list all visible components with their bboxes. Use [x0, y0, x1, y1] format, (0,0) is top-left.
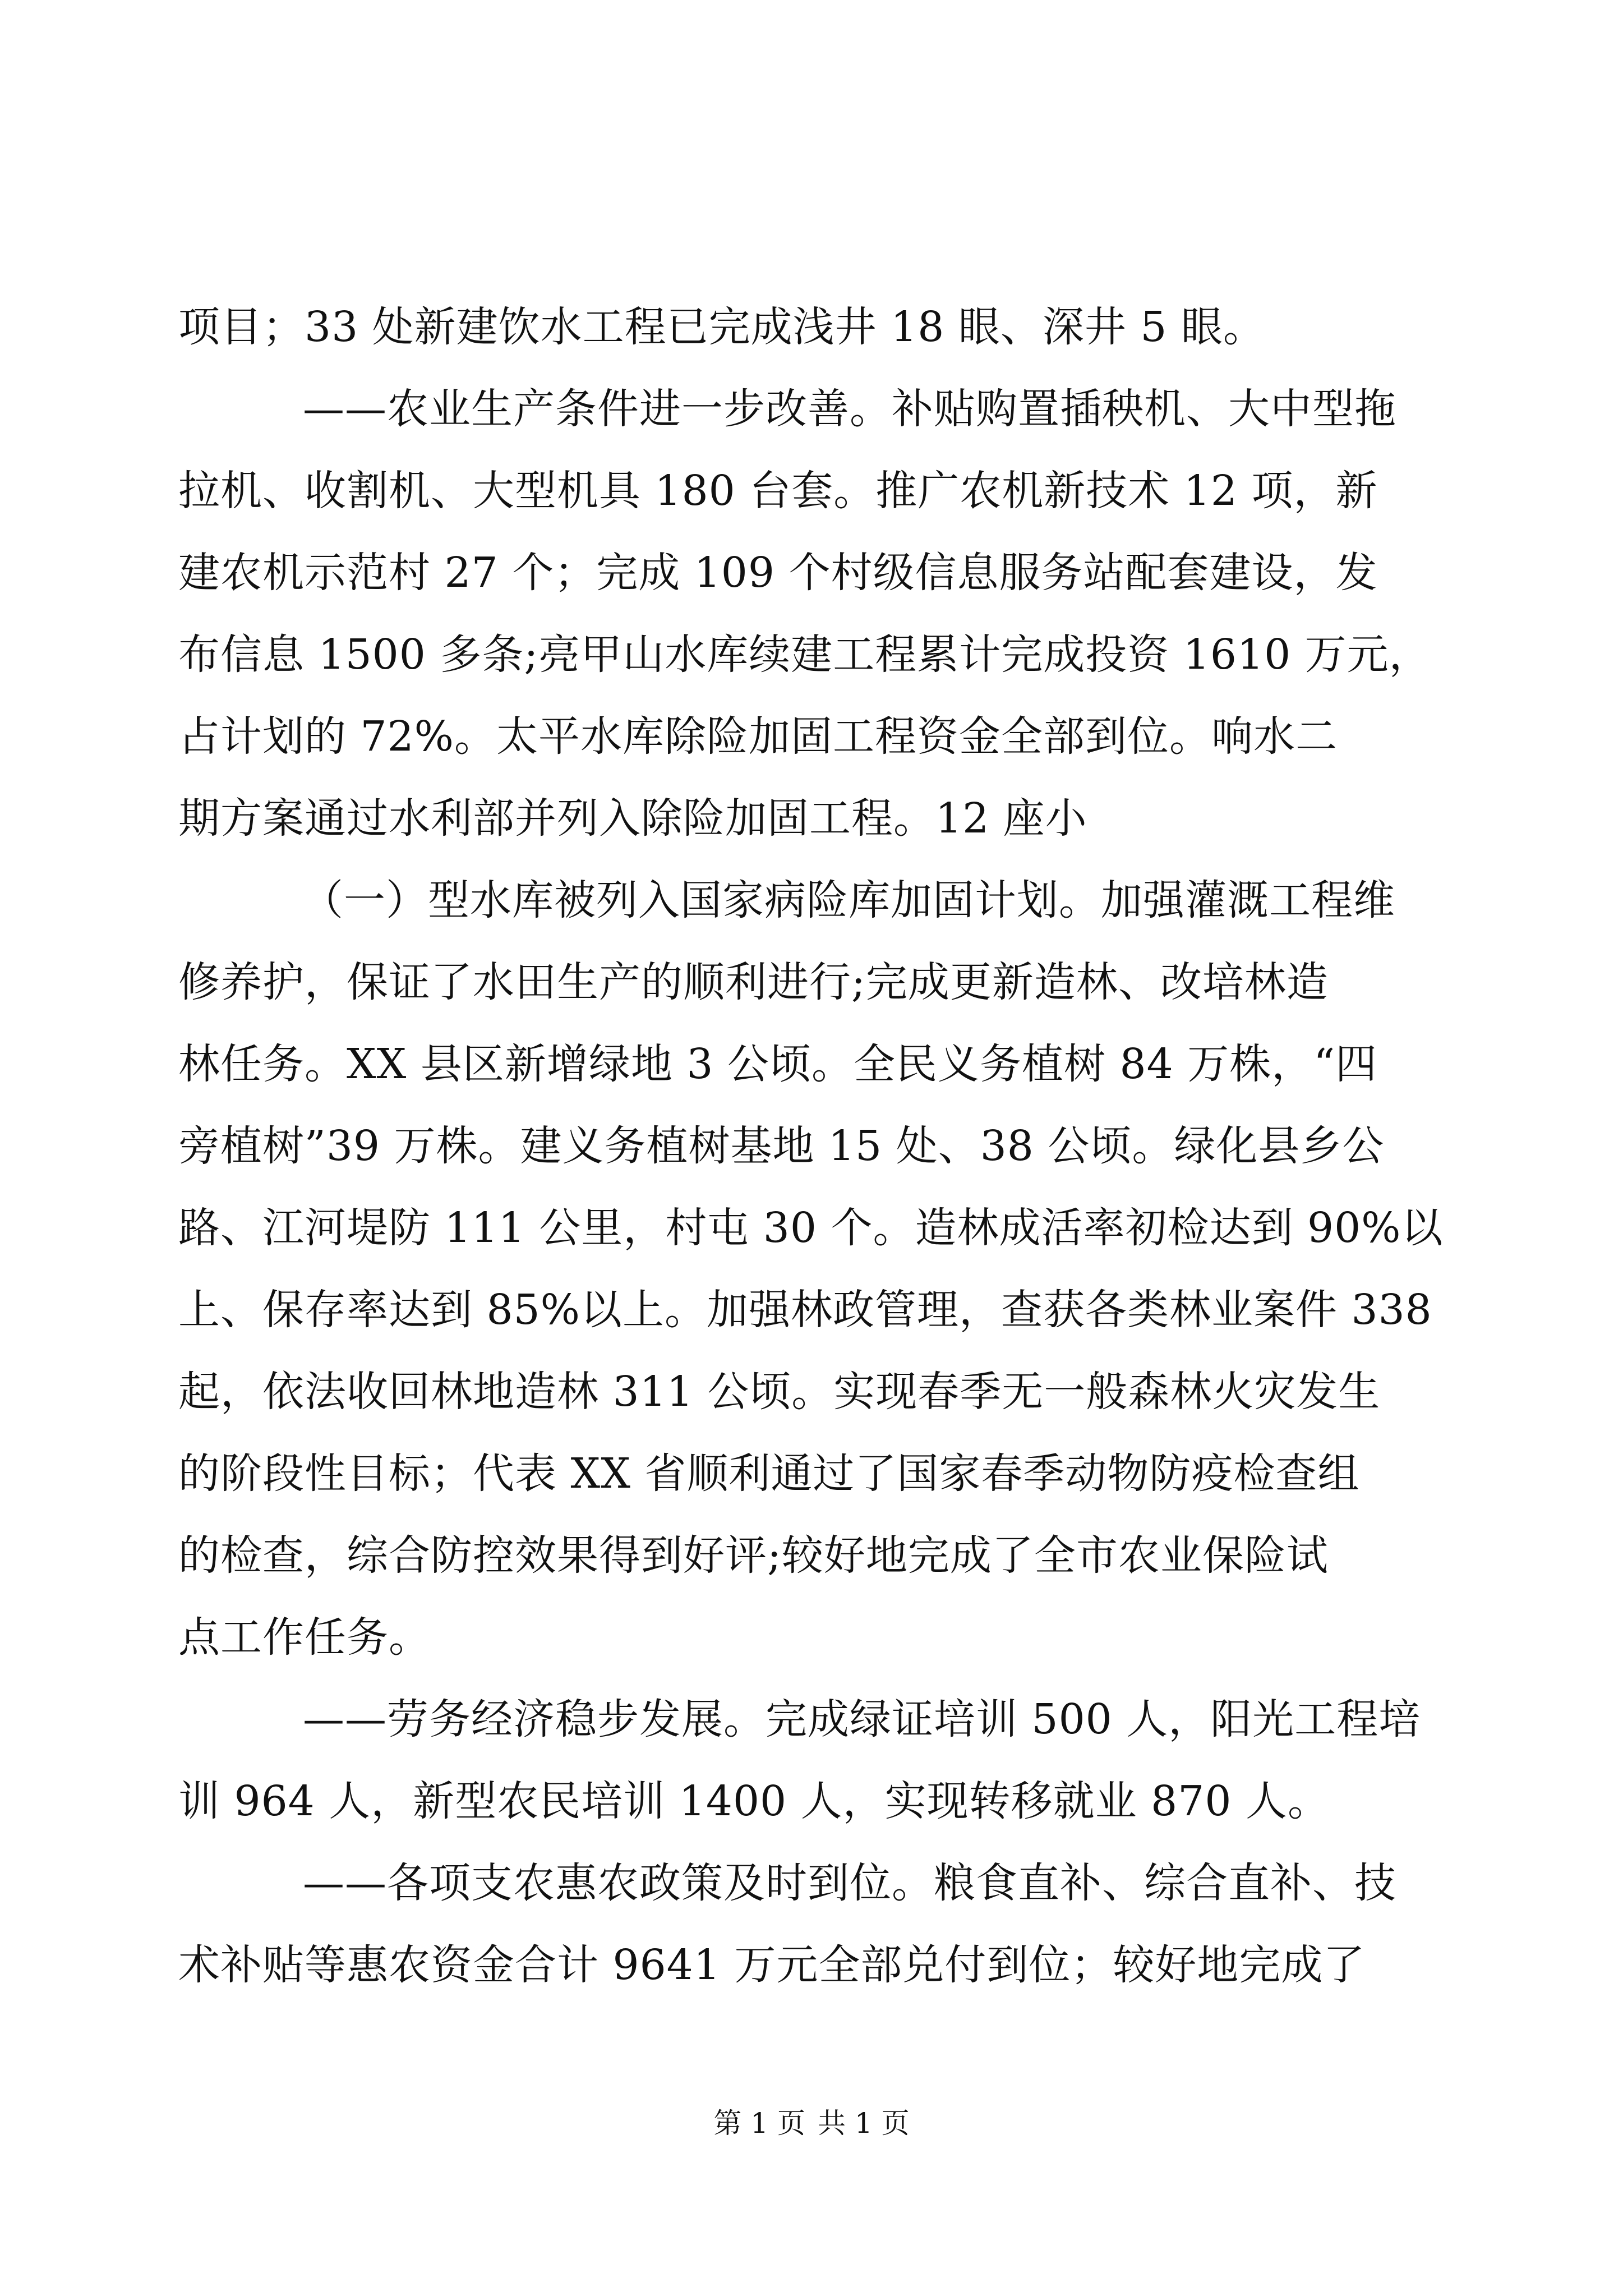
- text-line: 布信息 1500 多条;亮甲山水库续建工程累计完成投资 1610 万元，: [178, 631, 1431, 679]
- text-line: 的阶段性目标；代表 XX 省顺利通过了国家春季动物防疫检查组: [178, 1450, 1360, 1498]
- document-body: [178, 286, 1457, 2006]
- page-number: 第 1 页: [713, 2107, 805, 2139]
- text-line: 术补贴等惠农资金合计 9641 万元全部兑付到位；较好地完成了: [178, 1941, 1366, 1989]
- page-footer: [0, 2106, 1623, 2140]
- text-line: 拉机、收割机、大型机具 180 台套。推广农机新技术 12 项，新: [178, 467, 1378, 515]
- text-line: ——农业生产条件进一步改善。补贴购置插秧机、大中型拖: [303, 385, 1396, 433]
- text-line: 训 964 人，新型农民培训 1400 人，实现转移就业 870 人。: [178, 1777, 1330, 1825]
- text-line: 起，依法收回林地造林 311 公顷。实现春季无一般森林火灾发生: [178, 1368, 1381, 1416]
- text-line: 占计划的 72%。太平水库除险加固工程资金全部到位。响水二: [178, 712, 1338, 761]
- text-line: 点工作任务。: [178, 1613, 431, 1662]
- text-line: 上、保存率达到 85%以上。加强林政管理，查获各类林业案件 338: [178, 1286, 1432, 1334]
- text-line: 路、江河堤防 111 公里，村屯 30 个。造林成活率初检达到 90%以: [178, 1204, 1444, 1252]
- text-line: 林任务。XX 县区新增绿地 3 公顷。全民义务植树 84 万株，“四: [178, 1040, 1378, 1088]
- text-line: 修养护，保证了水田生产的顺利进行;完成更新造林、改培林造: [178, 958, 1329, 1006]
- text-line: 的检查，综合防控效果得到好评;较好地完成了全市农业保险试: [178, 1531, 1329, 1580]
- text-line: 期方案通过水利部并列入除险加固工程。12 座小: [178, 794, 1087, 843]
- text-line: （一）型水库被列入国家病险库加固计划。加强灌溉工程维: [302, 876, 1395, 924]
- text-line: 旁植树”39 万株。建义务植树基地 15 处、38 公顷。绿化县乡公: [178, 1122, 1385, 1170]
- text-line: ——各项支农惠农政策及时到位。粮食直补、综合直补、技: [303, 1859, 1396, 1907]
- text-line: 项目；33 处新建饮水工程已完成浅井 18 眼、深井 5 眼。: [178, 303, 1266, 351]
- text-line: ——劳务经济稳步发展。完成绿证培训 500 人，阳光工程培: [303, 1695, 1421, 1743]
- page-total: 共 1 页: [818, 2107, 910, 2139]
- text-line: 建农机示范村 27 个；完成 109 个村级信息服务站配套建设，发: [178, 549, 1378, 597]
